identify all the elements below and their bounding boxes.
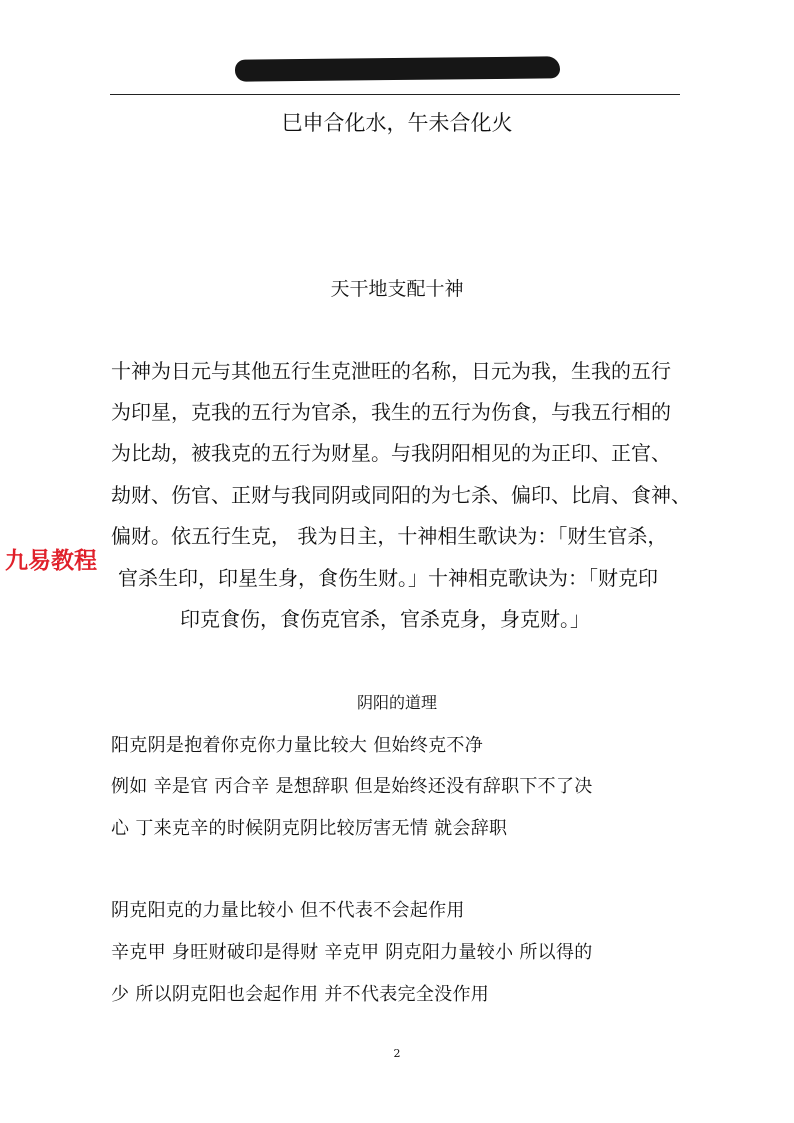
paragraph-line: 阴克阳克的力量比较小 但不代表不会起作用	[111, 900, 465, 921]
paragraph-line: 少 所以阴克阳也会起作用 并不代表完全没作用	[111, 984, 490, 1005]
paragraph-line: 官杀生印，印星生身，食伤生财。」十神相克歌诀为：「财克印	[118, 566, 658, 590]
paragraph-line: 辛克甲 身旺财破印是得财 辛克甲 阴克阳力量较小 所以得的	[111, 942, 593, 963]
page-number: 2	[393, 1047, 401, 1060]
paragraph-line: 心 丁来克辛的时候阴克阴比较厉害无情 就会辞职	[111, 818, 508, 839]
paragraph-line: 偏财。依五行生克， 我为日主，十神相生歌诀为：「财生官杀，	[111, 524, 668, 548]
watermark-label: 九易教程	[5, 548, 97, 574]
paragraph-line: 印克食伤，食伤克官杀，官杀克身，身克财。」	[180, 607, 590, 631]
paragraph-line: 为印星，克我的五行为官杀，我生的五行为伤食，与我五行相的	[111, 400, 671, 424]
paragraph-line: 为比劫，被我克的五行为财星。与我阴阳相见的为正印、正官、	[111, 441, 671, 465]
section-heading-ten-gods: 天干地支配十神	[330, 278, 464, 300]
header-divider	[110, 94, 680, 95]
section-heading-yin-yang: 阴阳的道理	[356, 693, 437, 712]
paragraph-line: 阳克阴是抱着你克你力量比较大 但始终克不净	[111, 735, 484, 756]
page-title: 巳申合化水，午未合化火	[281, 111, 513, 135]
paragraph-line: 例如 辛是官 丙合辛 是想辞职 但是始终还没有辞职下不了决	[111, 776, 593, 797]
paragraph-line: 十神为日元与其他五行生克泄旺的名称，日元为我，生我的五行	[111, 359, 671, 383]
paragraph-line: 劫财、伤官、正财与我同阴或同阳的为七杀、偏印、比肩、食神、	[111, 483, 691, 507]
header-redaction-mark	[235, 56, 560, 81]
